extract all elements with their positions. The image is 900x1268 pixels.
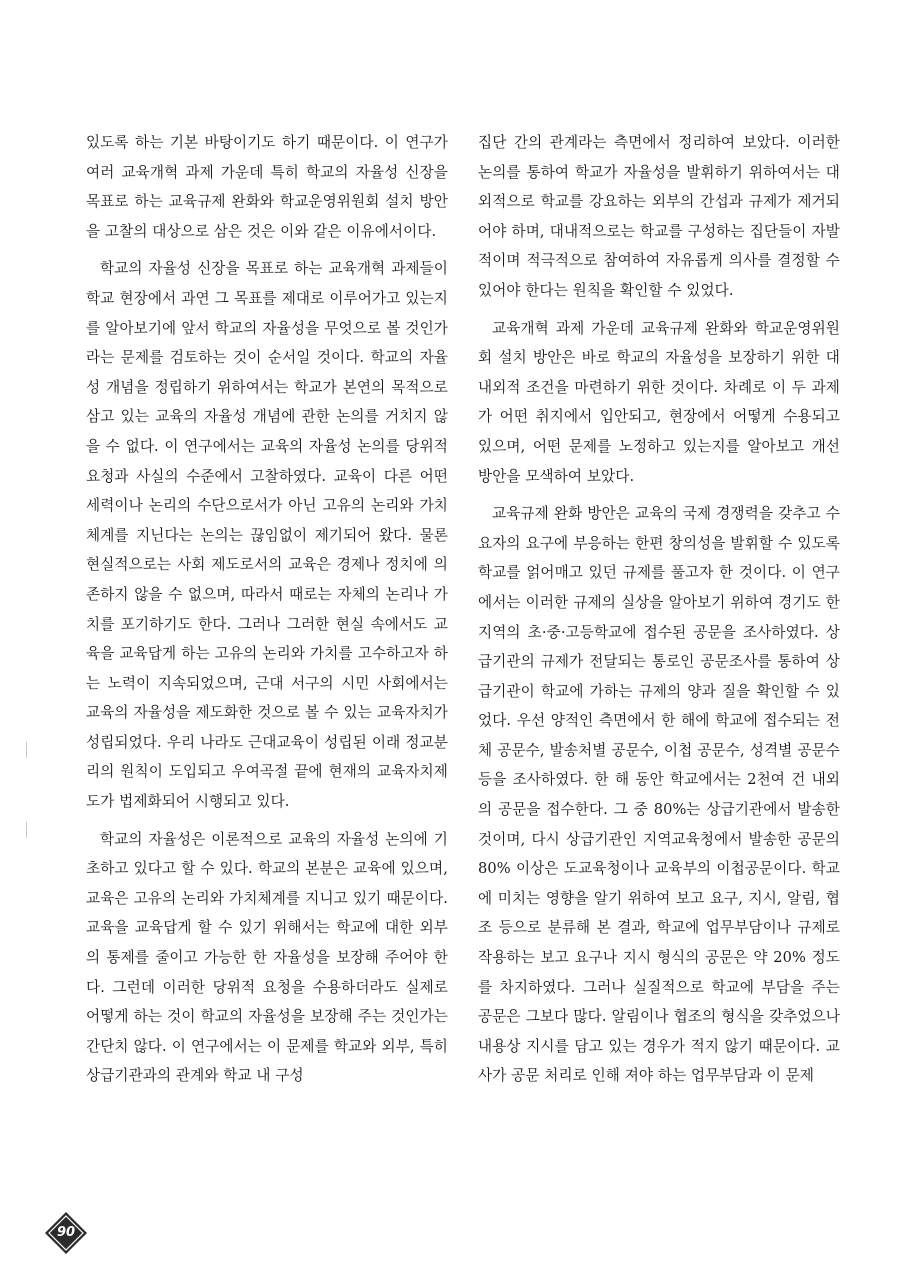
page-number-badge <box>44 1211 88 1255</box>
right-paragraph-3: 교육규제 완화 방안은 교육의 국제 경쟁력을 갖추고 수요자의 요구에 부응하는 한편 창의성을 발휘할 수 있도록 학교를 얽어매고 있던 규제를 풀고자 한 것이다. 이 연구에서는 이러한 규제의 실상을 알아보기 위하여 경기도 한 지역의 초·중·고등학교에 접수된 공문을 조사하였다. 상급기관의 규제가 전달되는 통로인 공문조사를 통하여 상급기관이 학교에 가하는 규제의 양과 질을 확인할 수 있었다. 우선 양적인 측면에서 한 해에 학교에 접수되는 전체 공문수, 발송처별 공문수, 이첩 공문수, 성격별 공문수 등을 조사하였다. 한 해 동안 학교에서는 2천여 건 내외의 공문을 접수한다. 그 중 80%는 상급기관에서 발송한 것이며, 다시 상급기관인 지역교육청에서 발송한 공문의 80% 이상은 도교육청이나 교육부의 이첩공문이다. 학교에 미치는 영향을 알기 위하여 보고 요구, 지시, 알림, 협조 등으로 분류해 본 결과, 학교에 업무부담이나 규제로 작용하는 보고 요구나 지시 형식의 공문은 약 20% 정도를 차지하였다. 그러나 실질적으로 학교에 부담을 주는 공문은 그보다 많다. 알림이나 협조의 형식을 갖추었으나 내용상 지시를 담고 있는 경우가 적지 않기 때문이다. 교사가 공문 처리로 인해 져야 하는 업무부담과 이 문제 <box>478 505 840 1085</box>
page-number: 90 <box>56 1225 76 1240</box>
right-paragraph-1: 집단 간의 관계라는 측면에서 정리하여 보았다. 이러한 논의를 통하여 학교가 자율성을 발휘하기 위하여서는 대외적으로 학교를 강요하는 외부의 간섭과 규제가 제거되어야 하며, 대내적으로는 학교를 구성하는 집단들이 자발적이며 적극적으로 참여하여 자유롭게 의사를 결정할 수 있어야 한다는 원칙을 확인할 수 있었다. <box>478 134 840 299</box>
left-column <box>86 128 448 1099</box>
left-paragraph-2: 학교의 자율성 신장을 목표로 하는 교육개혁 과제들이 학교 현장에서 과연 그 목표를 제대로 이루어가고 있는지를 알아보기에 앞서 학교의 자율성을 무엇으로 볼 것인가라는 문제를 검토하는 것이 순서일 것이다. 학교의 자율성 개념을 정립하기 위하여서는 학교가 본연의 목적으로 삼고 있는 교육의 자율성 개념에 관한 논의를 거치지 않을 수 없다. 이 연구에서는 교육의 자율성 논의를 당위적 요청과 사실의 수준에서 고찰하였다. 교육이 다른 어떤 세력이나 논리의 수단으로서가 아닌 고유의 논리와 가치체계를 지닌다는 논의는 끊임없이 제기되어 왔다. 물론 현실적으로는 사회 제도로서의 교육은 경제나 정치에 의존하지 않을 수 없으며, 따라서 때로는 자체의 논리나 가치를 포기하기도 한다. 그러나 그러한 현실 속에서도 교육을 교육답게 하는 고유의 논리와 가치를 고수하고자 하는 노력이 지속되었으며, 근대 서구의 시민 사회에서는 교육의 자율성을 제도화한 것으로 볼 수 있는 교육자치가 성립되었다. 우리 나라도 근대교육이 성립된 이래 정교분리의 원칙이 도입되고 우여곡절 끝에 현재의 교육자치제도가 법제화되어 시행되고 있다. <box>86 260 448 811</box>
margin-scan-mark <box>26 742 27 758</box>
margin-scan-mark <box>26 822 27 838</box>
left-paragraph-1: 있도록 하는 기본 바탕이기도 하기 때문이다. 이 연구가 여러 교육개혁 과제 가운데 특히 학교의 자율성 신장을 목표로 하는 교육규제 완화와 학교운영위원회 설치 방안을 고찰의 대상으로 삼은 것은 이와 같은 이유에서이다. <box>86 134 448 240</box>
left-paragraph-3: 학교의 자율성은 이론적으로 교육의 자율성 논의에 기초하고 있다고 할 수 있다. 학교의 본분은 교육에 있으며, 교육은 고유의 논리와 가치체계를 지니고 있기 때문이다. 교육을 교육답게 할 수 있기 위해서는 학교에 대한 외부의 통제를 줄이고 가능한 한 자율성을 보장해 주어야 한다. 그런데 이러한 당위적 요청을 수용하더라도 실제로 어떻게 하는 것이 학교의 자율성을 보장해 주는 것인가는 간단치 않다. 이 연구에서는 이 문제를 학교와 외부, 특히 상급기관과의 관계와 학교 내 구성 <box>86 830 448 1085</box>
right-column <box>478 128 840 1099</box>
right-paragraph-2: 교육개혁 과제 가운데 교육규제 완화와 학교운영위원회 설치 방안은 바로 학교의 자율성을 보장하기 위한 대내외적 조건을 마련하기 위한 것이다. 차례로 이 두 과제가 어떤 취지에서 입안되고, 현장에서 어떻게 수용되고 있으며, 어떤 문제를 노정하고 있는지를 알아보고 개선 방안을 모색하여 보았다. <box>478 319 840 485</box>
